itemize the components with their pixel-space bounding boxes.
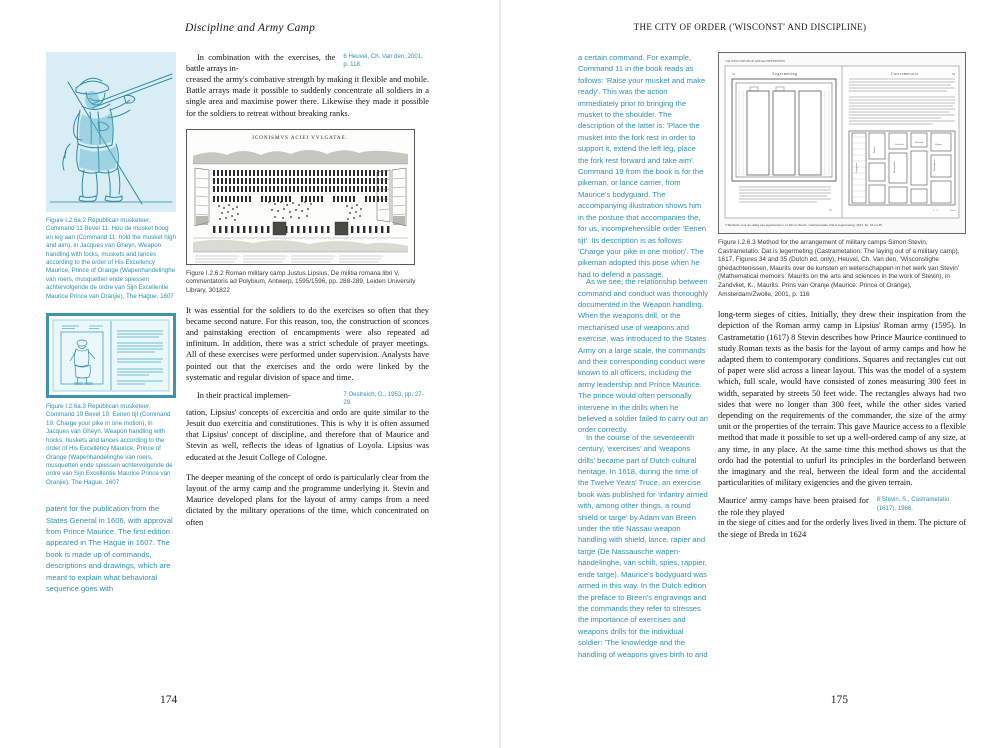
figure-musketeer-command-11-caption: Figure I.2.6a.2 Republican musketeer, Command 11 Bevel 11: Hou de musket hoog en leg aan (Command 11: hold the musket high and aim), in Jacques van Gheyn, Weapon handling with locks, muskets and lances according to the order of His Excellency Maurice, Prince of Orange (Wapenhandelinghe van roers, musquetten ende spiessen achtervolgende de ordre van Sijn Excellentie Maurice Prince van Oranjie), The Hague, 1607 [46,217,176,300]
svg-text:Front: Front [950,209,956,212]
plate-left-title-text: Legermeting [772,72,798,76]
left-para-3-opening: In their practical implemen- [197,390,291,400]
left-folio-number: 174 [160,694,178,706]
page-gutter [499,0,501,748]
left-first-paragraph-block [186,52,429,74]
right-folio-number: 175 [830,694,848,706]
svg-text:8 9: 8 9 [933,209,938,212]
left-para-1-opening: In combination with the exercises, the battle arrays in- [186,53,336,74]
roman-battle-array-art [187,130,414,264]
right-page [500,0,1000,748]
right-running-head: THE CITY OF ORDER ('WISCONST' AND DISCIPLINE) [633,22,867,32]
footnote-8: 8 Stevin, S., Castrametatio (1617), 1966. [876,496,950,512]
svg-text:35: 35 [952,72,955,76]
svg-text:34: 34 [732,72,735,76]
figure-musketeer-command-11 [46,52,176,212]
svg-text:Voetvolck: Voetvolck [895,144,904,146]
left-margin-column [46,52,176,594]
figure-castrametatio-caption: Figure I.2.6.3 Method for the arrangement of military camps Simon Stevin, Castrametatio. Dat is legermeting (Castrametation: The laying out of a military camp), 1617, Figures 34 and 35 (Dutch ed. only), Heuvel, Ch. Van den, 'Wisconstighe ghedachtenissen, Maurits over de kunsten en wetenschappen in het werk van Stevin' (Mathematical memoirs: Maurits on the arts and sciences in the work of Stevin), in Zandvliet, K., Maurits: Prins van Oranje (Maurice: Prince of Orange), Amsterdam/Zwolle, 2001, p. 116 [718,239,960,298]
figure-open-book-command-19 [46,313,176,398]
left-para-2: It was essential for the soldiers to do the exercises so often that they became second nature. For this reason, too, the construction of sconces and painstaking erection of encampments were also repeated ad infinitum. In addition, there was a strict schedule of prayer meetings. All of these exercises were performed under supervision. Analysts have pointed out that the exercises and the ordo were linked by the systematic and regular division of space and time. [186,305,429,382]
right-para-1: long-term sieges of cities. Initially, they drew their inspiration from the depiction of the Roman army camp in Lipsius' Roman army (1595). In Castrametatio (1617) 8 Stevin describes how Prince Maurice continued to study Roman texts as the basis for the layout of army camps and how he adapted them to contemporary conditions. Squares and rectangles cut out of paper were slid across a linear layout. This was the model of a system which, full scale, would have consisted of zones measuring 300 feet in width, separated by streets 50 feet wide. The rectangles always had two sides that were no longer than 300 feet, while the other sides varied depending on the requirements of the commander, the size of the army unit or the properties of the terrain. This gave Maurice access to a flexible method that made it possible to set up a well-ordered camp of any size, at any time, in any place. At the same time this method shows us that the ordo had the potential to unfurl its principles in the borderland between the imaginary and the real, between the ideal form and the accidental particularities of military exigencies and the given terrain. [718,310,966,488]
musketeer-engraving-art [46,52,176,212]
open-book-engraving-art [49,316,173,395]
left-para-4: The deeper meaning of the concept of ordo is particularly clear from the layout of the army camp and the programme underlying it. Stevin and Maurice developed plans for the layout of army camps from a need dictated by the military operations of the time, which concentrated on often [186,472,429,527]
left-para-3-rest: tation, Lipsius' concepts of excercitia and ordo are quite similar to the Jesuit duo exercitia and constitutiones. This is why it is often assumed that Lipsius' concept of discipline, and therefore that of Maurice and Stevin as well, reflects the ideas of Ignatius of Loyola. Lipsius was educated at the Jesuit College of Cologne. [186,407,429,462]
left-third-paragraph-block [186,390,429,407]
left-para-1-rest: creased the army's combative strength by making it flexible and mobile. Battle arrays made it possible to suddenly concentrate all soldiers in a single area and maximise power there. Likewise they made it possible for the soldiers to retreat without breaking ranks. [186,74,429,118]
right-main-column [718,52,966,547]
footnote-6: 6 Heuvel, Ch. Van den, 2001, p. 118. [343,53,423,69]
figure-roman-battle-array [186,129,415,265]
right-second-paragraph-block [718,495,966,517]
right-para-2-opening: Maurice' army camps have been praised for the role they played [718,496,869,517]
engraving-title-text: ICONISMVS ACIEI VVLGATAE. [252,134,348,141]
right-side-para-1: a certain command. For example, Command 11 in the book reads as follows: 'Raise your musket and make ready'. This was the action immediately prior to bringing the musket to the shoulder. The description of the latter is: 'Place the musket into the fork rest in order to support it, extend the left leg, place the fork rest forward and take aim'. Command 19 from the book is for the pikeman, or lance carrier, from Maurice's bodyguard. The accompanying illustration shows him in the posture that accompanies the, for us, incomprehensible order 'Eenen tijt'. Its description is as follows: 'Charge your pike in one motion'. The pikeman adopted this pose when he had to defend a passage. [578,53,707,279]
footnote-7: 7 Oestreich, G., 1953, pp. 27-29. [343,390,424,407]
svg-text:Legerplaets: Legerplaets [856,162,858,173]
right-para-2-rest: in the siege of cities and for the orderly lives lived in them. The picture of the siege of Breda in 1624 [718,518,966,539]
right-side-column [578,52,708,660]
left-margin-continuation-text: patent for the publication from the States General in 1606, with approval from Prince Maurice. The first edition appeared in The Hague in 1607. The book is made up of commands, descriptions and drawings, which are meant to explain what behavioral sequence goes with [46,504,173,593]
plate-footnote-text: 7 Methode voor de uitleg van legerkampen, in Simon Stevin, Castrametatio. Dat is legermeting, 1617, fig. 34 en 35 [725,223,882,227]
right-side-para-3: In the course of the seventeenth century, 'exercises' and 'weapons drills' became part of Dutch cultural heritage. In 1618, during the time of the Twelve Years' Truce, an exercise book was published for 'infantry armed with, among other things, a round shield or targe' by Adam van Breen under the title Nassau weapon handling with shield, lance, rapier and targe (De Nassausche wapen-handelinghe, van schilt, spies, rappier, ende targe). Maurice's bodyguard was armed in this way. In the Dutch edition the preface to Breen's engravings and the commands they refer to stresses the importance of exercises and weapons drills for the individual soldier: 'The knowledge and the handling of weapons gives birth to and [578,432,708,659]
plate-running-head-text: 136 WISCONSTIGE GEDACHTENISSEN [725,59,785,63]
svg-text:Ruiters: Ruiters [874,146,876,153]
svg-text:Hooftquartier: Hooftquartier [894,161,896,173]
svg-text:34: 34 [829,209,832,212]
figure-roman-battle-array-caption: Figure I.2.6.2 Roman military camp Justus Lipsius, De militia romana libri V, commentatoris ad Polybium, Antwerp, 1595/1596, pp. 288-289, Leiden University Library, 301822 [186,269,416,294]
figure-castrametatio-plate [718,52,966,234]
castrametatio-plate-art [719,53,965,233]
plate-right-title-text: Castrametatio [891,72,919,76]
svg-text:Gheschut: Gheschut [915,142,924,144]
svg-text:Wagens: Wagens [935,144,942,146]
left-running-head: Discipline and Army Camp [184,22,316,34]
right-side-para-2: As we see, the relationship between command and conduct was thoroughly documented in the Weapon handling. When the weapons drill, or the mechanised use of weapons and exercise, was introduced to the States Army on a large scale, the commands and their corresponding conduct were known to all officers, including the army leadership and Prince Maurice. The prince would often personally intervene in the drills when he believed a soldier failed to carry out an order correctly. [578,277,709,435]
left-main-column [186,52,429,535]
svg-text:Marcktplaets: Marcktplaets [934,159,936,171]
figure-open-book-command-19-caption: Figure I.2.6a.3 Republican musketeer, Command 19 Bevel 19: Eenen tijt (Command 19: Charge your pike in one motion), in Jacques van Gheyn, Weapon handling with hocks, huskets and lances according to the order of His Excellency Maurice, Prince of Orange (Wapenhandelinghe van roers, musquetten ende spiessen achtervolgende de ordre van Sijn Excellentie Maurice Prince van Oranjie), The Hague, 1607 [46,403,173,486]
